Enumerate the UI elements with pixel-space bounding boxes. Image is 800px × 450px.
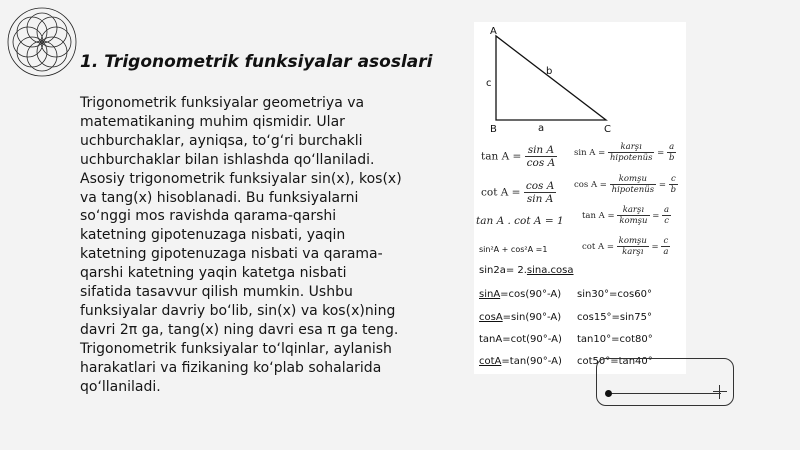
formula-cos-ratio: cos A = $\frac{\text{komşu}}{\text{hipotenüs}}$ = $\frac{c}{b}$	[574, 174, 677, 195]
formula-sin2a: sin2a= 2.sina.cosa	[479, 265, 574, 276]
formula-cot-ratio: cot A = $\frac{\text{komşu}}{\text{karşı}}$ = $\frac{c}{a}$	[582, 236, 669, 257]
formula-row2-right: cos15°=sin75°	[577, 312, 652, 323]
spirograph-logo-icon	[4, 4, 80, 80]
vertex-b-label: B	[490, 124, 497, 135]
side-b-label: b	[546, 66, 553, 77]
media-progress-track[interactable]	[609, 393, 721, 394]
formula-tan-cot: tan A . cot A = 1	[476, 215, 564, 227]
add-icon[interactable]	[713, 385, 727, 399]
formula-tan-def: tan A = $\frac{\text{sin A}}{\text{cos A}}$	[481, 144, 556, 169]
formula-row4-right: cot50°=tan40°	[577, 356, 653, 367]
formula-row3-right: tan10°=cot80°	[577, 334, 653, 345]
triangle-shape	[496, 36, 606, 120]
paragraph-line: katetning gipotenuzaga nisbati va qarama-	[80, 246, 383, 263]
paragraph-line: katetning gipotenuzaga nisbati, yaqin	[80, 227, 346, 244]
paragraph-line: uchburchaklar bilan ishlashda qo‘llaniladi.	[80, 151, 375, 168]
paragraph-line: va tang(x) hisoblanadi. Bu funksiyalarni	[80, 189, 359, 206]
slide-paragraph	[80, 94, 440, 397]
right-triangle-diagram	[482, 24, 614, 136]
paragraph-line: qo‘llaniladi.	[80, 378, 161, 395]
paragraph-line: Trigonometrik funksiyalar geometriya va	[80, 95, 365, 111]
formula-sin-ratio: sin A = $\frac{\text{karşı}}{\text{hipotenüs}}$ = $\frac{a}{b}$	[574, 142, 675, 163]
side-c-label: c	[486, 78, 492, 89]
paragraph-line: davri 2π ga, tang(x) ning davri esa π ga teng.	[80, 321, 399, 338]
paragraph-line: matematikaning muhim qismidir. Ular	[80, 113, 345, 130]
paragraph-line: funksiyalar davriy bo‘lib, sin(x) va kos(x)ning	[80, 302, 396, 319]
paragraph-line: Trigonometrik funksiyalar to‘lqinlar, aylanish	[80, 340, 392, 357]
formula-tan-ratio: tan A = $\frac{\text{karşı}}{\text{komşu}}$ = $\frac{a}{c}$	[582, 205, 670, 226]
paragraph-line: uchburchaklar, ayniqsa, to‘g‘ri burchakli	[80, 132, 363, 149]
formula-cot-def: cot A = $\frac{\text{cos A}}{\text{sin A}}$	[481, 180, 555, 205]
slide-title: 1. Trigonometrik funksiyalar asoslari	[80, 52, 433, 72]
formula-row3-left: tanA=cot(90°-A)	[479, 334, 562, 345]
formula-row1-left: sinA=cos(90°-A)	[479, 289, 562, 300]
paragraph-line: harakatlari va fizikaning ko‘plab sohalarida	[80, 359, 382, 376]
formula-row4-left: cotA=tan(90°-A)	[479, 356, 562, 367]
paragraph-line: Asosiy trigonometrik funksiyalar sin(x), kos(x)	[80, 170, 402, 187]
vertex-a-label: A	[490, 26, 497, 37]
side-a-label: a	[538, 123, 545, 134]
formula-row2-left: cosA=sin(90°-A)	[479, 312, 562, 323]
vertex-c-label: C	[604, 124, 611, 135]
paragraph-line: so‘nggi mos ravishda qarama-qarshi	[80, 208, 337, 225]
media-playhead-handle[interactable]	[605, 390, 612, 397]
paragraph-line: qarshi katetning yaqin katetga nisbati	[80, 265, 347, 282]
formula-pythagorean: sin²A + cos²A =1	[479, 245, 548, 254]
formula-row1-right: sin30°=cos60°	[577, 289, 652, 300]
paragraph-line: sifatida tasavvur qilish mumkin. Ushbu	[80, 284, 353, 301]
